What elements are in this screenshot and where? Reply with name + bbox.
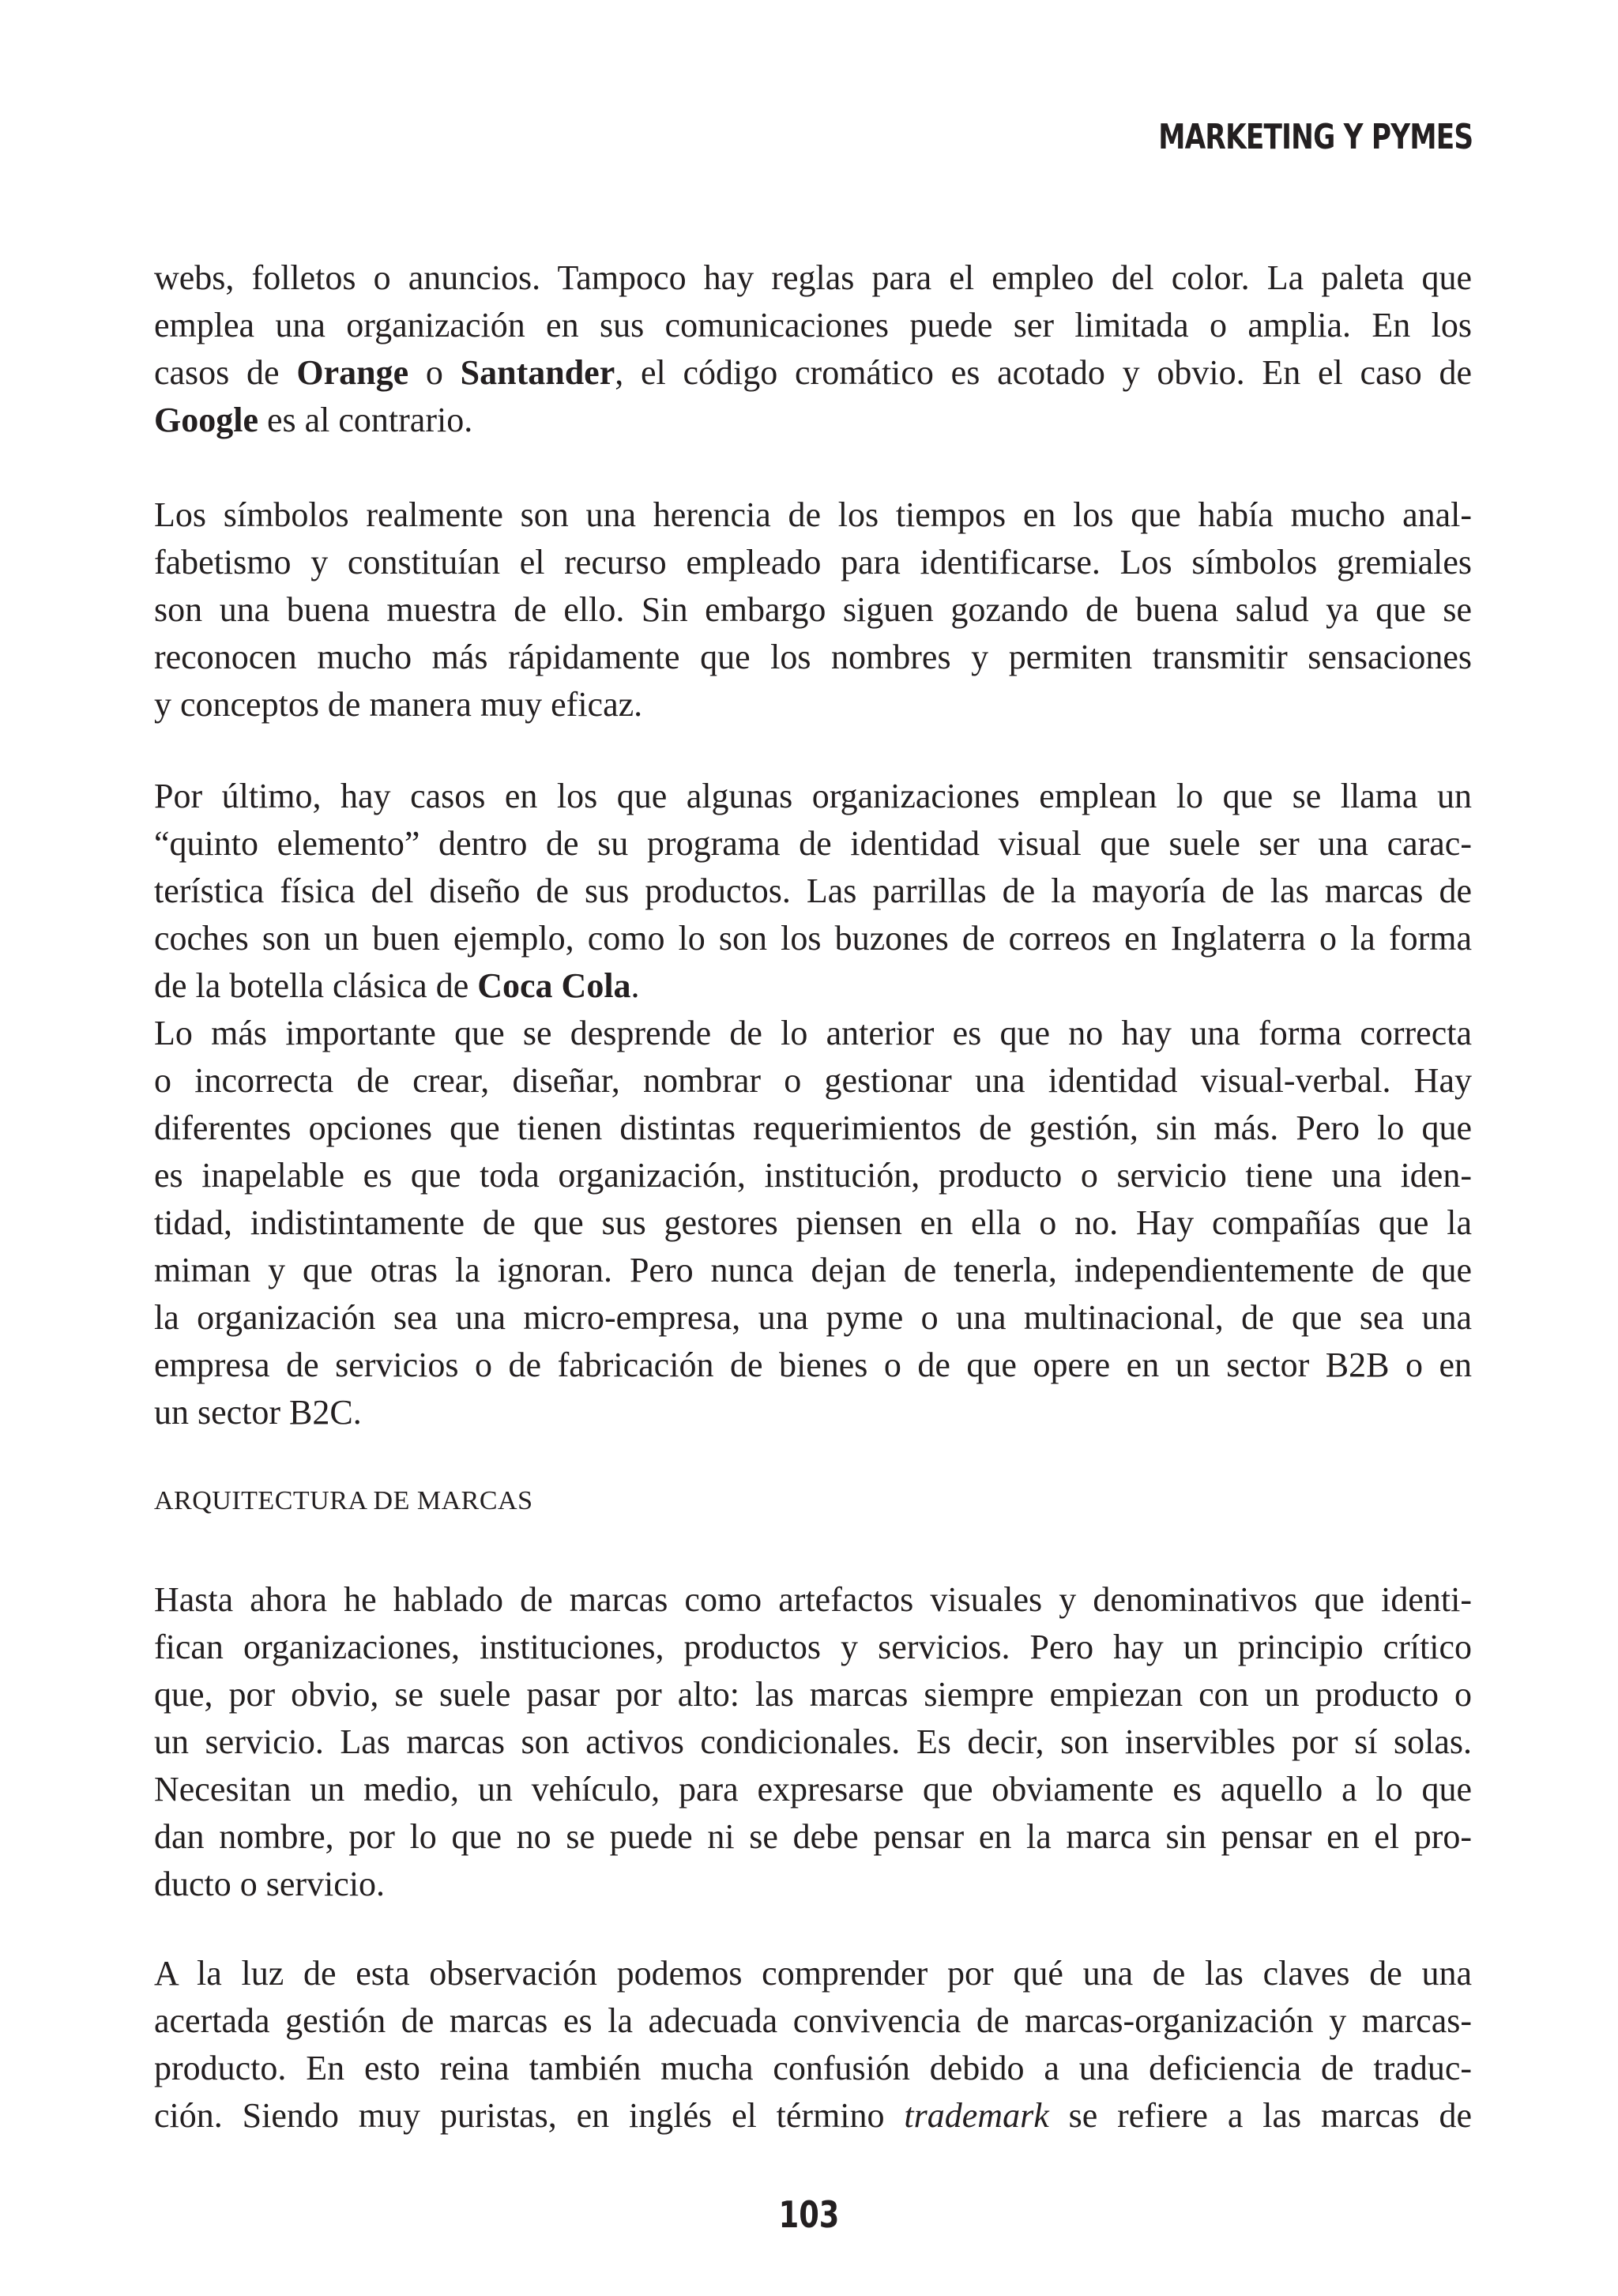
text-line <box>154 962 1472 1010</box>
text-line: ducto o servicio. <box>154 1865 386 1903</box>
text-line <box>154 397 1472 444</box>
text-run: . <box>630 966 640 1005</box>
text-line: terística física del diseño de sus productos. Las parrillas de la mayoría de las marcas de <box>154 871 1472 910</box>
text-line: tidad, indistintamente de que sus gestores piensen en ella o no. Hay compañías que la <box>154 1203 1472 1242</box>
text-run: es al contrario. <box>258 401 473 439</box>
paragraph-1 <box>154 254 1472 444</box>
brand-name-google: Google <box>154 401 258 439</box>
text-line: “quinto elemento” dentro de su programa de identidad visual que suele ser una carac- <box>154 824 1472 863</box>
text-line: Necesitan un medio, un vehículo, para expresarse que obviamente es aquello a lo que <box>154 1770 1472 1809</box>
text-line: miman y que otras la ignoran. Pero nunca dejan de tenerla, independientemente de que <box>154 1251 1472 1289</box>
brand-name-coca-cola: Coca Cola <box>477 966 631 1005</box>
text-line: producto. En esto reina también mucha confusión debido a una deficiencia de traduc- <box>154 2049 1472 2087</box>
paragraph-4 <box>154 1576 1472 1908</box>
text-run: se refiere a las marcas de <box>1048 2096 1472 2135</box>
text-line: fabetismo y constituían el recurso empleado para identificarse. Los símbolos gremiales <box>154 543 1472 582</box>
brand-name-santander: Santander <box>460 353 615 392</box>
text-line <box>154 349 1472 397</box>
text-line: y conceptos de manera muy eficaz. <box>154 685 643 724</box>
text-line: Los símbolos realmente son una herencia de los tiempos en los que había mucho anal- <box>154 495 1472 534</box>
text-line: dan nombre, por lo que no se puede ni se debe pensar en la marca sin pensar en el pro- <box>154 1817 1472 1856</box>
text-run: de la botella clásica de <box>154 966 478 1005</box>
text-line: un sector B2C. <box>154 1393 362 1432</box>
text-line: la organización sea una micro-empresa, una pyme o una multinacional, de que sea una <box>154 1298 1472 1337</box>
text-line: diferentes opciones que tienen distintas requerimientos de gestión, sin más. Pero lo que <box>154 1108 1472 1147</box>
text-line: empresa de servicios o de fabricación de bienes o de que opere en un sector B2B o en <box>154 1346 1472 1384</box>
text-line: reconocen mucho más rápidamente que los nombres y permiten transmitir sensaciones <box>154 638 1472 676</box>
text-line: A la luz de esta observación podemos comprender por qué una de las claves de una <box>154 1954 1472 1993</box>
text-run: casos de <box>154 353 297 392</box>
text-line <box>154 2092 1472 2140</box>
text-line: o incorrecta de crear, diseñar, nombrar o gestionar una identidad visual-verbal. Hay <box>154 1061 1472 1100</box>
paragraph-3 <box>154 773 1472 1436</box>
brand-name-orange: Orange <box>296 353 409 392</box>
text-run: , el código cromático es acotado y obvio. En el caso de <box>615 353 1473 392</box>
text-line: es inapelable es que toda organización, institución, producto o servicio tiene una iden- <box>154 1156 1472 1195</box>
running-header: MARKETING Y PYMES <box>1157 117 1473 157</box>
text-line: son una buena muestra de ello. Sin embargo siguen gozando de buena salud ya que se <box>154 590 1472 629</box>
section-heading: ARQUITECTURA DE MARCAS <box>154 1486 533 1515</box>
text-line: Lo más importante que se desprende de lo anterior es que no hay una forma correcta <box>154 1014 1472 1052</box>
text-line: webs, folletos o anuncios. Tampoco hay reglas para el empleo del color. La paleta que <box>154 258 1472 297</box>
text-line: Hasta ahora he hablado de marcas como artefactos visuales y denominativos que identi- <box>154 1580 1472 1619</box>
paragraph-2 <box>154 491 1472 728</box>
paragraph-5 <box>154 1950 1472 2140</box>
text-run: ción. Siendo muy puristas, en inglés el término <box>154 2096 905 2135</box>
text-line: Por último, hay casos en los que algunas organizaciones emplean lo que se llama un <box>154 777 1472 815</box>
text-line: que, por obvio, se suele pasar por alto: las marcas siempre empiezan con un producto o <box>154 1675 1472 1714</box>
page-number: 103 <box>778 2193 840 2236</box>
text-run: o <box>408 353 461 392</box>
text-line: emplea una organización en sus comunicaciones puede ser limitada o amplia. En los <box>154 306 1472 344</box>
text-line: acertada gestión de marcas es la adecuada convivencia de marcas-organización y marcas- <box>154 2001 1472 2040</box>
text-line: un servicio. Las marcas son activos condicionales. Es decir, son inservibles por sí solas. <box>154 1722 1472 1761</box>
text-line: coches son un buen ejemplo, como lo son los buzones de correos en Inglaterra o la forma <box>154 919 1472 958</box>
term-trademark: trademark <box>904 2096 1049 2135</box>
text-line: fican organizaciones, instituciones, productos y servicios. Pero hay un principio crítico <box>154 1628 1472 1666</box>
